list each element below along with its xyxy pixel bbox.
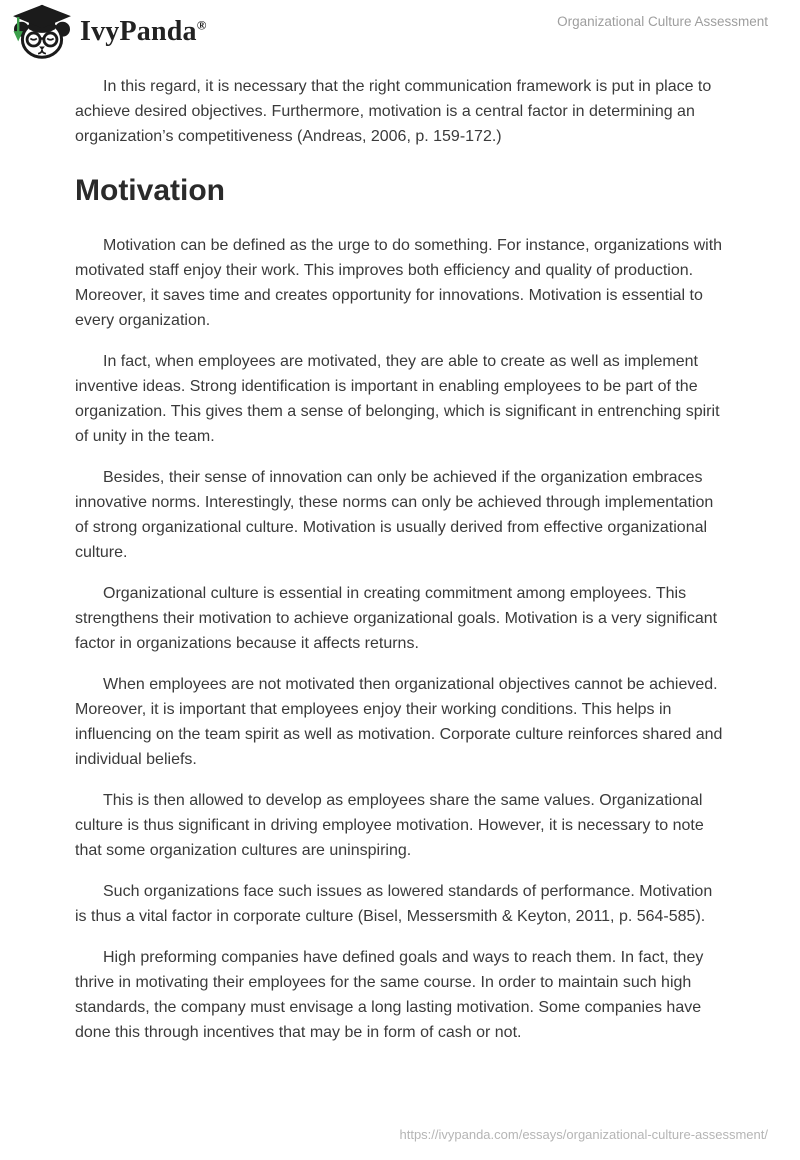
paragraph: This is then allowed to develop as employees share the same values. Organizational culture is thus significant in driving employee motivation. However, it is necessary to note that some organization cultures are uninspiring. <box>75 792 704 859</box>
source-url: https://ivypanda.com/essays/organizational-culture-assessment/ <box>399 1127 768 1142</box>
brand <box>10 4 768 60</box>
paragraph: Organizational culture is essential in creating commitment among employees. This strengthens their motivation to achieve organizational goals. Motivation is a very significant factor in organizations because it affects returns. <box>75 585 718 652</box>
paragraph: In fact, when employees are motivated, they are able to create as well as implement inventive ideas. Strong identification is important in enabling employees to be part of the organization. This gives them a sense of belonging, which is significant in entrenching spirit of unity in the team. <box>75 353 720 445</box>
paragraph: When employees are not motivated then organizational objectives cannot be achieved. Moreover, it is important that employees enjoy their working conditions. This helps in influencing on the team spirit as well as motivation. Corporate culture reinforces shared and individual beliefs. <box>75 676 723 768</box>
panda-graduate-icon <box>10 4 74 60</box>
section-heading: Motivation <box>75 174 225 207</box>
paragraph: Motivation can be defined as the urge to do something. For instance, organizations with motivated staff enjoy their work. This improves both efficiency and quality of production. Moreover, it saves time and creates opportunity for innovations. Motivation is essential to every organization. <box>75 237 723 329</box>
paragraph-intro: In this regard, it is necessary that the right communication framework is put in place to achieve desired objectives. Furthermore, motivation is a central factor in determining an organization’s competitiveness (Andreas, 2006, p. 159-172.) <box>75 78 712 145</box>
paragraph: Such organizations face such issues as lowered standards of performance. Motivation is thus a vital factor in corporate culture (Bisel, Messersmith & Keyton, 2011, p. 564-585). <box>75 883 713 925</box>
paragraph: Besides, their sense of innovation can only be achieved if the organization embraces innovative norms. Interestingly, these norms can only be achieved through implementation of strong organizational culture. Motivation is usually derived from effective organizational culture. <box>75 469 714 561</box>
brand-name <box>80 16 207 48</box>
article-content <box>0 60 795 1045</box>
document-title: Organizational Culture Assessment <box>557 14 768 29</box>
registered-mark: ® <box>196 17 207 33</box>
brand-name-text: IvyPanda <box>80 16 197 47</box>
page-header <box>0 0 800 60</box>
paragraph: High preforming companies have defined goals and ways to reach them. In fact, they thrive in motivating their employees for the same course. In order to maintain such high standards, the company must envisage a long lasting motivation. Some companies have done this through incentives that may be in form of cash or not. <box>75 949 704 1041</box>
